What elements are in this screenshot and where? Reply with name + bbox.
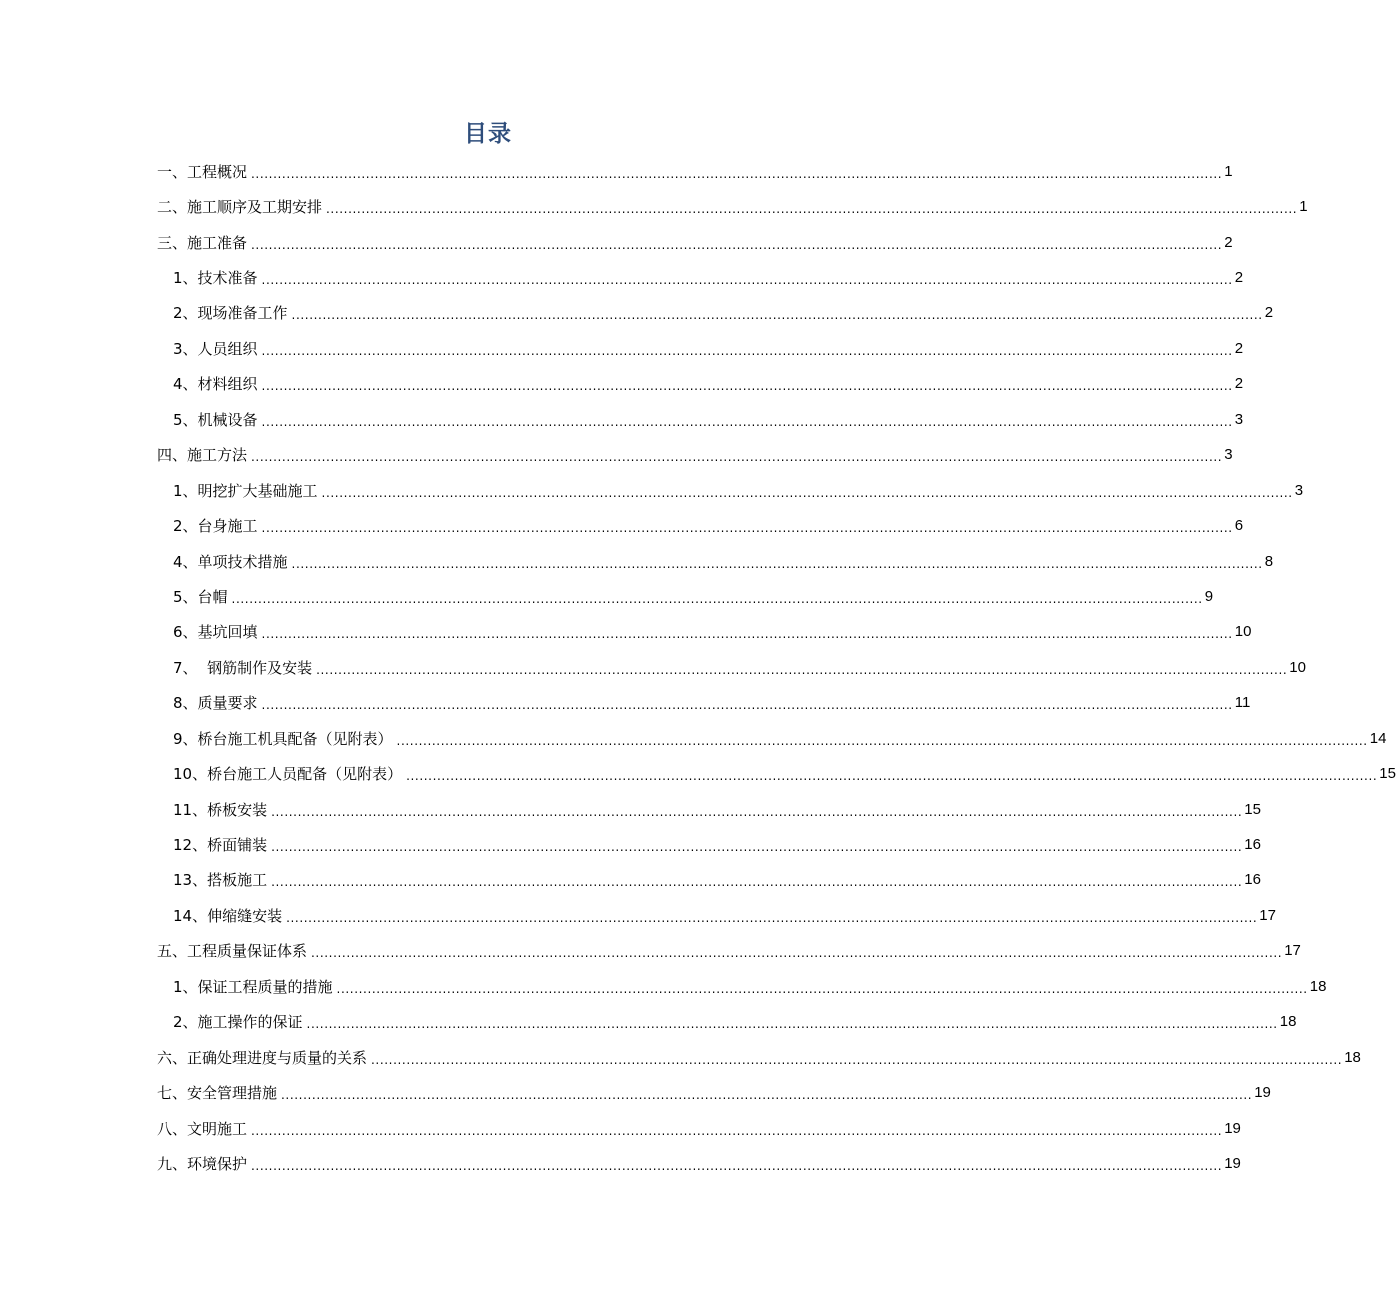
toc-entry[interactable] — [0, 544, 1274, 579]
toc-page-number: 1 — [1299, 198, 1308, 216]
toc-page-number: 17 — [1259, 906, 1276, 924]
toc-page-number: 2 — [1224, 233, 1233, 251]
toc-dot-leader: ............................................................................................................................................................................................................................ — [251, 1158, 1223, 1173]
toc-page-number: 2 — [1234, 375, 1244, 393]
toc-dot-leader: ............................................................................................................................................................................................................................ — [261, 379, 1233, 394]
toc-entry-title: 6、基坑回填 — [173, 623, 258, 642]
toc-entry-title: 9、桥台施工机具配备（见附表） — [173, 729, 393, 748]
toc-entry-title: 2、台身施工 — [173, 517, 258, 536]
toc-entry[interactable] — [0, 331, 1244, 366]
toc-page-number: 14 — [1369, 729, 1387, 747]
toc-entry[interactable] — [0, 367, 1244, 402]
toc-page-number: 3 — [1234, 410, 1244, 428]
toc-entry[interactable] — [0, 721, 1387, 756]
toc-dot-leader: ............................................................................................................................................................................................................................ — [406, 769, 1378, 784]
toc-entry-title: 八、文明施工 — [157, 1119, 248, 1138]
toc-entry-title: 4、材料组织 — [173, 375, 258, 394]
toc-entry[interactable] — [0, 1075, 1271, 1110]
toc-entry[interactable] — [0, 898, 1276, 933]
toc-dot-leader: ............................................................................................................................................................................................................................ — [396, 733, 1368, 748]
toc-entry[interactable] — [0, 402, 1244, 437]
toc-list — [0, 154, 1396, 1182]
toc-entry[interactable] — [0, 615, 1252, 650]
toc-entry[interactable] — [0, 863, 1261, 898]
toc-entry-title: 5、机械设备 — [173, 410, 258, 429]
toc-dot-leader: ............................................................................................................................................................................................................................ — [321, 485, 1293, 500]
toc-dot-leader: ............................................................................................................................................................................................................................ — [286, 910, 1258, 925]
toc-entry[interactable] — [0, 508, 1244, 543]
toc-page-number: 10 — [1234, 623, 1252, 641]
toc-dot-leader: ............................................................................................................................................................................................................................ — [291, 308, 1263, 323]
toc-page-number: 15 — [1379, 765, 1396, 783]
toc-entry-title: 四、施工方法 — [157, 446, 248, 465]
toc-entry[interactable] — [0, 969, 1327, 1004]
toc-dot-leader: ............................................................................................................................................................................................................................ — [261, 273, 1233, 288]
toc-page-number: 2 — [1264, 304, 1274, 322]
toc-entry-title: 7、 钢筋制作及安装 — [173, 658, 313, 677]
toc-entry[interactable] — [0, 756, 1396, 791]
toc-entry[interactable] — [0, 1111, 1241, 1146]
toc-page-number: 18 — [1344, 1048, 1361, 1066]
toc-entry-title: 六、正确处理进度与质量的关系 — [157, 1048, 368, 1067]
toc-entry[interactable] — [0, 827, 1261, 862]
toc-page-number: 10 — [1289, 658, 1306, 676]
toc-dot-leader: ............................................................................................................................................................................................................................ — [281, 1088, 1253, 1103]
toc-entry[interactable] — [0, 650, 1306, 685]
toc-entry-title: 1、技术准备 — [173, 269, 258, 288]
toc-page-number: 15 — [1244, 800, 1261, 818]
toc-page-number: 1 — [1224, 162, 1233, 180]
toc-dot-leader: ............................................................................................................................................................................................................................ — [371, 1052, 1343, 1067]
toc-entry[interactable] — [0, 473, 1304, 508]
toc-dot-leader: ............................................................................................................................................................................................................................ — [271, 875, 1243, 890]
toc-page-number: 17 — [1284, 942, 1301, 960]
toc-entry[interactable] — [0, 189, 1308, 224]
toc-page-number: 6 — [1234, 517, 1244, 535]
toc-dot-leader: ............................................................................................................................................................................................................................ — [336, 981, 1308, 996]
toc-dot-leader: ............................................................................................................................................................................................................................ — [326, 202, 1298, 217]
toc-entry-title: 2、施工操作的保证 — [173, 1013, 303, 1032]
toc-entry[interactable] — [0, 296, 1274, 331]
toc-dot-leader: ............................................................................................................................................................................................................................ — [316, 662, 1288, 677]
toc-entry-title: 二、施工顺序及工期安排 — [157, 198, 323, 217]
toc-page-number: 2 — [1234, 339, 1244, 357]
toc-page-number: 3 — [1294, 481, 1304, 499]
toc-dot-leader: ............................................................................................................................................................................................................................ — [291, 556, 1263, 571]
toc-title: 目录 — [464, 121, 512, 147]
toc-page-number: 9 — [1204, 587, 1214, 605]
toc-entry[interactable] — [0, 686, 1251, 721]
toc-page-number: 8 — [1264, 552, 1274, 570]
toc-entry-title: 13、搭板施工 — [173, 871, 268, 890]
toc-entry-title: 1、保证工程质量的措施 — [173, 977, 333, 996]
toc-page-number: 11 — [1234, 694, 1251, 712]
toc-page-number: 19 — [1224, 1119, 1241, 1137]
toc-entry-title: 1、明挖扩大基础施工 — [173, 481, 318, 500]
toc-entry-title: 2、现场准备工作 — [173, 304, 288, 323]
toc-page-number: 3 — [1224, 446, 1233, 464]
toc-entry-title: 4、单项技术措施 — [173, 552, 288, 571]
toc-dot-leader: ............................................................................................................................................................................................................................ — [306, 1017, 1278, 1032]
toc-dot-leader: ............................................................................................................................................................................................................................ — [271, 804, 1243, 819]
toc-dot-leader: ............................................................................................................................................................................................................................ — [261, 521, 1233, 536]
toc-entry-title: 11、桥板安装 — [173, 800, 268, 819]
toc-entry-title: 七、安全管理措施 — [157, 1084, 278, 1103]
toc-page-number: 2 — [1234, 269, 1244, 287]
toc-entry[interactable] — [0, 225, 1233, 260]
toc-entry-title: 一、工程概况 — [157, 162, 248, 181]
toc-entry[interactable] — [0, 934, 1301, 969]
toc-dot-leader: ............................................................................................................................................................................................................................ — [251, 237, 1223, 252]
toc-dot-leader: ............................................................................................................................................................................................................................ — [261, 343, 1233, 358]
toc-entry-title: 12、桥面铺装 — [173, 836, 268, 855]
toc-entry-title: 5、台帽 — [173, 587, 228, 606]
toc-page-number: 16 — [1244, 871, 1261, 889]
toc-entry-title: 8、质量要求 — [173, 694, 258, 713]
toc-entry[interactable] — [0, 1005, 1297, 1040]
toc-dot-leader: ............................................................................................................................................................................................................................ — [271, 840, 1243, 855]
toc-entry[interactable] — [0, 154, 1233, 189]
toc-entry[interactable] — [0, 260, 1244, 295]
toc-dot-leader: ............................................................................................................................................................................................................................ — [311, 946, 1283, 961]
toc-dot-leader: ............................................................................................................................................................................................................................ — [261, 698, 1233, 713]
toc-dot-leader: ............................................................................................................................................................................................................................ — [261, 627, 1233, 642]
toc-entry[interactable] — [0, 792, 1261, 827]
toc-dot-leader: ............................................................................................................................................................................................................................ — [231, 591, 1203, 606]
toc-page-number: 19 — [1254, 1084, 1271, 1102]
toc-entry[interactable] — [0, 1146, 1241, 1181]
toc-page-number: 19 — [1224, 1154, 1241, 1172]
toc-entry-title: 三、施工准备 — [157, 233, 248, 252]
toc-entry-title: 14、伸缩缝安装 — [173, 906, 283, 925]
toc-entry[interactable] — [0, 579, 1214, 614]
toc-entry-title: 3、人员组织 — [173, 339, 258, 358]
toc-page-number: 16 — [1244, 836, 1261, 854]
toc-entry-title: 10、桥台施工人员配备（见附表） — [173, 765, 403, 784]
toc-entry[interactable] — [0, 438, 1233, 473]
toc-entry-title: 九、环境保护 — [157, 1154, 248, 1173]
toc-entry-title: 五、工程质量保证体系 — [157, 942, 308, 961]
toc-entry[interactable] — [0, 1040, 1361, 1075]
toc-dot-leader: ............................................................................................................................................................................................................................ — [251, 450, 1223, 465]
toc-dot-leader: ............................................................................................................................................................................................................................ — [261, 414, 1233, 429]
toc-page-number: 18 — [1309, 977, 1327, 995]
toc-page-number: 18 — [1279, 1013, 1297, 1031]
toc-dot-leader: ............................................................................................................................................................................................................................ — [251, 1123, 1223, 1138]
toc-dot-leader: ............................................................................................................................................................................................................................ — [251, 166, 1223, 181]
